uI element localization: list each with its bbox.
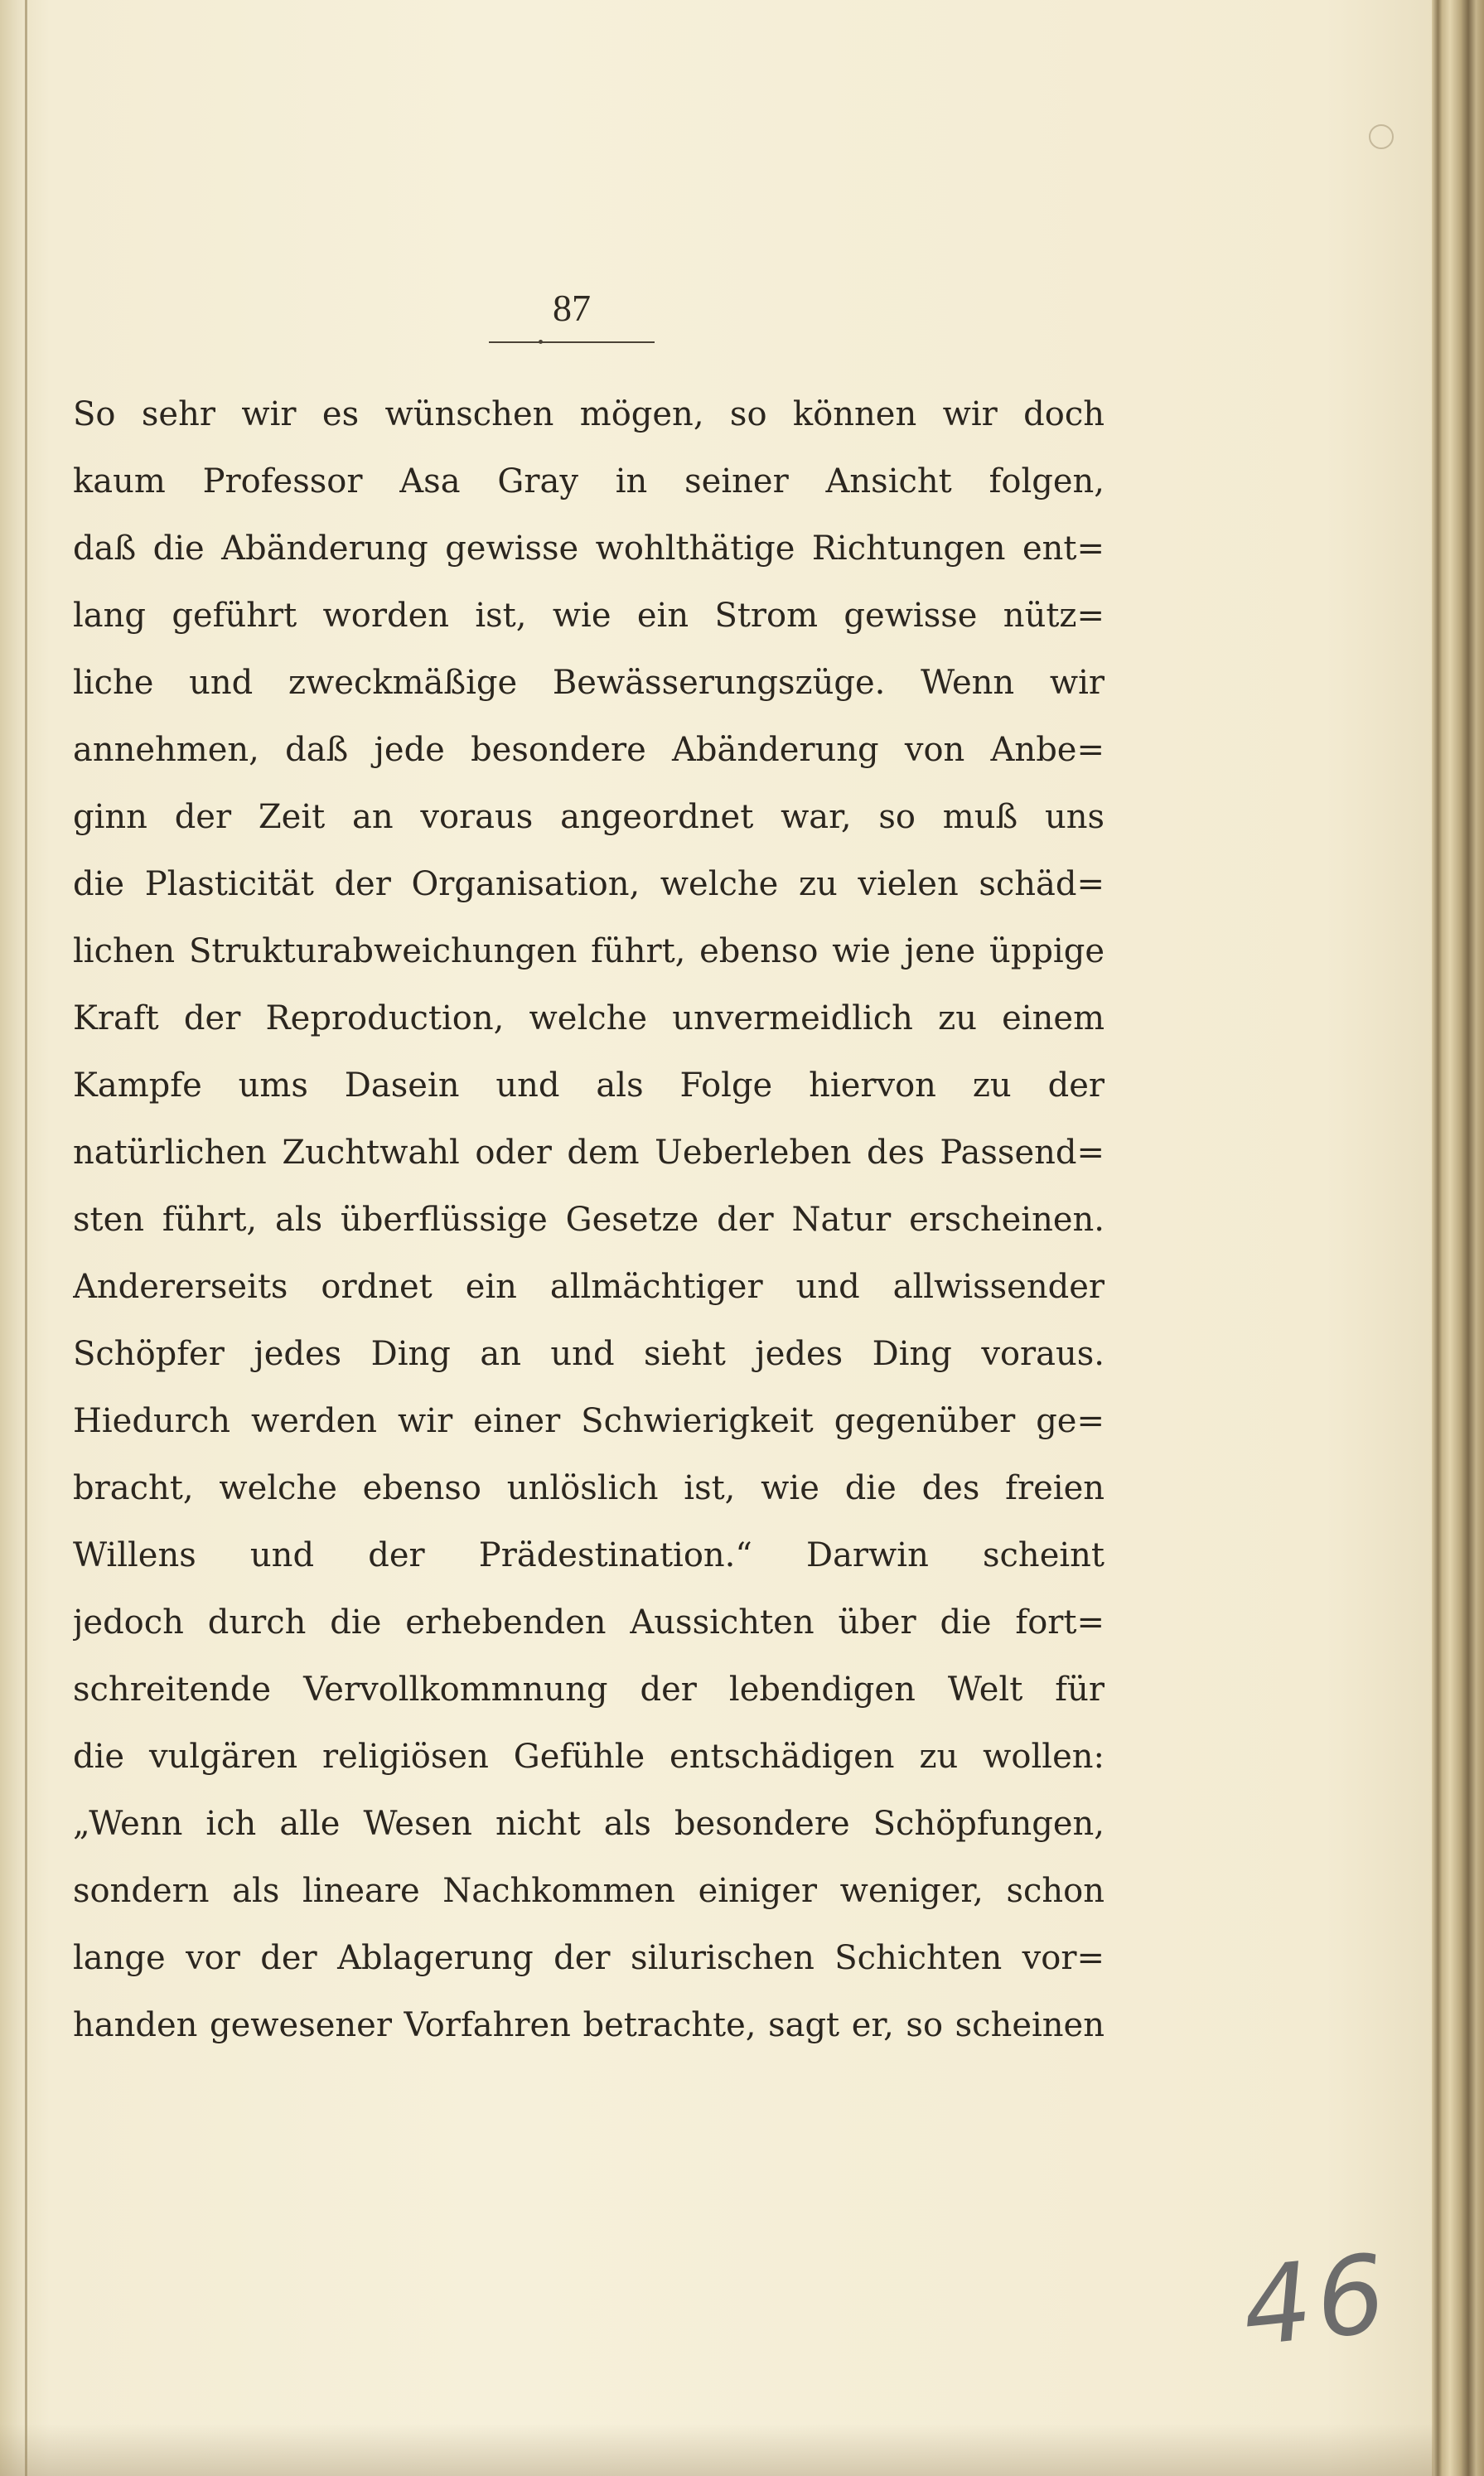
text-line: annehmen, daß jede besondere Abänderung von Anbe= bbox=[73, 731, 1105, 769]
gutter-line bbox=[25, 0, 27, 2476]
text-line: Schöpfer jedes Ding an und sieht jedes Ding voraus. bbox=[73, 1335, 1105, 1373]
text-line: lange vor der Ablagerung der silurischen Schichten vor= bbox=[73, 1939, 1105, 1977]
text-line: die vulgären religiösen Gefühle entschädigen zu wollen: bbox=[73, 1738, 1105, 1776]
handwritten-page-number: 46 bbox=[1236, 2230, 1396, 2371]
page-edge bbox=[1432, 0, 1484, 2476]
text-line: Andererseits ordnet ein allmächtiger und allwissender bbox=[73, 1268, 1105, 1306]
text-line: schreitende Vervollkommnung der lebendigen Welt für bbox=[73, 1671, 1105, 1709]
book-gutter bbox=[0, 0, 28, 2476]
header-rule-dot bbox=[539, 340, 543, 344]
text-line: lang geführt worden ist, wie ein Strom gewisse nütz= bbox=[73, 597, 1105, 635]
text-line: die Plasticität der Organisation, welche zu vielen schäd= bbox=[73, 865, 1105, 903]
text-line: kaum Professor Asa Gray in seiner Ansicht folgen, bbox=[73, 462, 1105, 501]
paper-spot bbox=[1369, 124, 1394, 149]
text-line: daß die Abänderung gewisse wohlthätige Richtungen ent= bbox=[73, 530, 1105, 568]
text-line: So sehr wir es wünschen mögen, so können wir doch bbox=[73, 395, 1105, 433]
text-line: Willens und der Prädestination.“ Darwin scheint bbox=[73, 1536, 1105, 1574]
text-line: handen gewesener Vorfahren betrachte, sagt er, so scheinen bbox=[73, 2006, 1105, 2044]
text-line: ginn der Zeit an voraus angeordnet war, so muß uns bbox=[73, 798, 1105, 836]
body-text bbox=[73, 381, 1105, 2059]
page-number: 87 bbox=[553, 287, 591, 329]
text-line: liche und zweckmäßige Bewässerungszüge. Wenn wir bbox=[73, 664, 1105, 702]
text-line: Kraft der Reproduction, welche unvermeidlich zu einem bbox=[73, 999, 1105, 1037]
text-line: „Wenn ich alle Wesen nicht als besondere Schöpfungen, bbox=[73, 1805, 1105, 1843]
text-line: natürlichen Zuchtwahl oder dem Ueberleben des Passend= bbox=[73, 1134, 1105, 1172]
text-line: Hiedurch werden wir einer Schwierigkeit gegenüber ge= bbox=[73, 1402, 1105, 1440]
text-line: lichen Strukturabweichungen führt, ebenso wie jene üppige bbox=[73, 932, 1105, 970]
text-line: sten führt, als überflüssige Gesetze der Natur erscheinen. bbox=[73, 1201, 1105, 1239]
text-line: bracht, welche ebenso unlöslich ist, wie die des freien bbox=[73, 1469, 1105, 1507]
bottom-shadow bbox=[0, 2424, 1433, 2476]
text-line: sondern als lineare Nachkommen einiger weniger, schon bbox=[73, 1872, 1105, 1910]
text-line: jedoch durch die erhebenden Aussichten über die fort= bbox=[73, 1603, 1105, 1642]
text-line: Kampfe ums Dasein und als Folge hiervon zu der bbox=[73, 1066, 1105, 1105]
header-rule bbox=[489, 341, 655, 343]
